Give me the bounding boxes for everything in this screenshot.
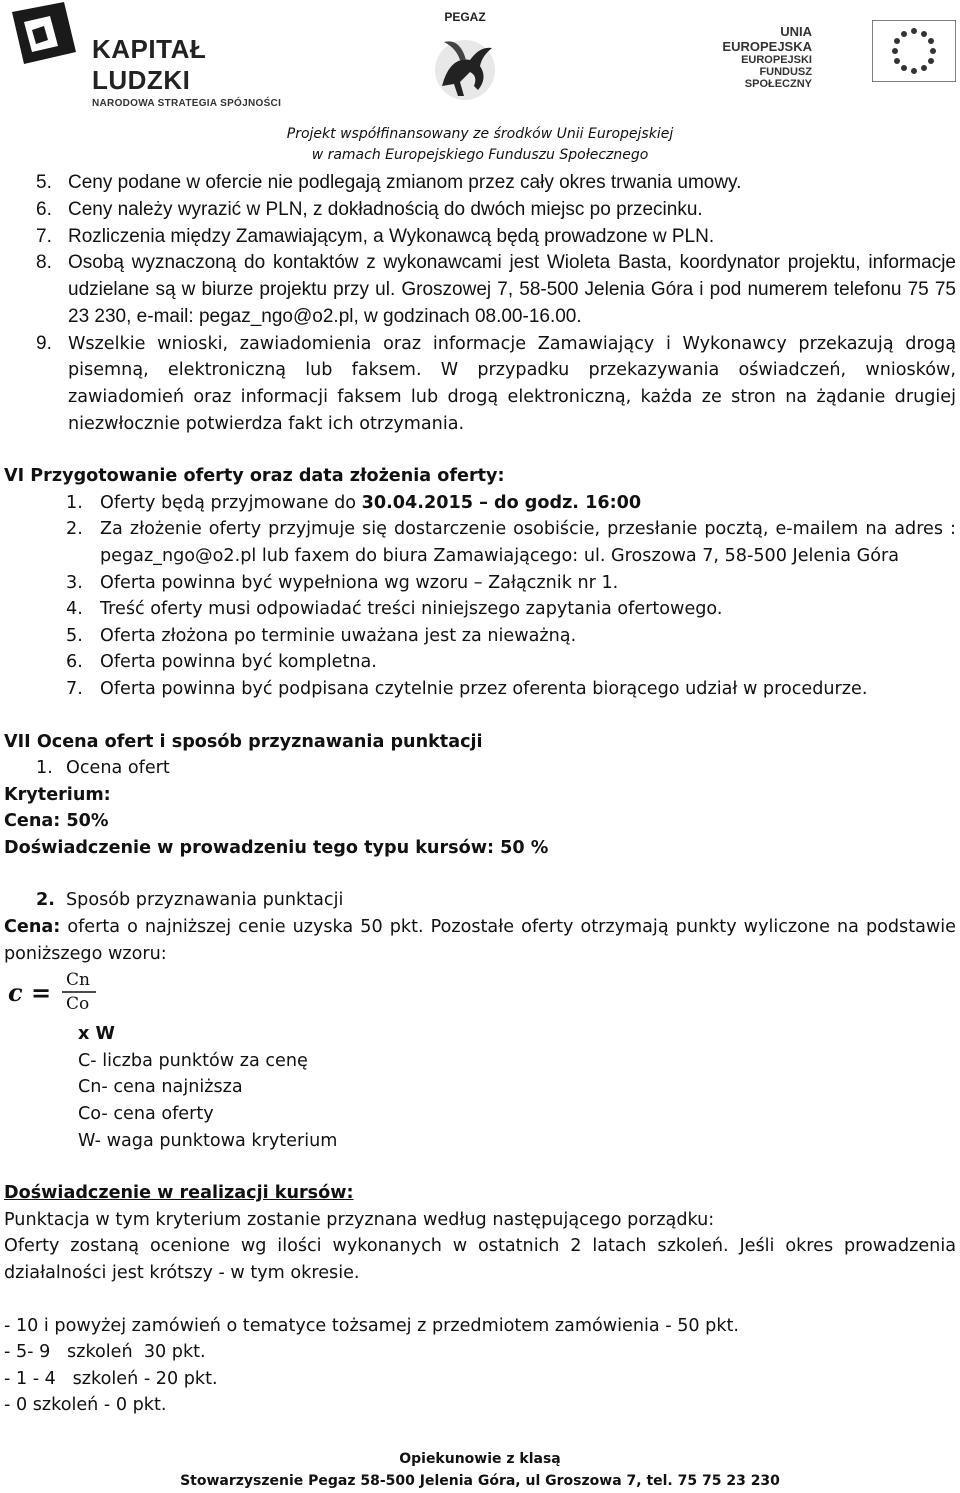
kapital-ludzki-logo (6, 2, 306, 109)
list-number: 7. (66, 678, 83, 699)
list-number: 1. (66, 492, 83, 513)
list-text: Rozliczenia między Zamawiającym, a Wykonawcą będą prowadzone w PLN. (68, 225, 715, 247)
formula-multiplier: x W (78, 1024, 115, 1045)
formula-graphic (4, 967, 114, 1019)
list-item (0, 490, 960, 517)
list-number: 2. (36, 890, 55, 911)
list-number: 7. (36, 225, 52, 247)
formula-denominator: Co (66, 994, 90, 1015)
list-text: Oferta złożona po terminie uważana jest za nieważną. (100, 625, 577, 646)
list-item (0, 570, 960, 597)
list-text: Sposób przyznawania punktacji (66, 890, 344, 911)
list-item (0, 755, 960, 782)
price-rule (0, 914, 960, 967)
pegaz-logo (430, 10, 500, 110)
list-text: Ceny podane w ofercie nie podlegają zmianom przez cały okres trwania umowy. (68, 172, 742, 193)
eu-logo (716, 20, 956, 90)
formula-numerator: Cn (66, 970, 90, 991)
eu-line3: FUNDUSZ SPOŁECZNY (744, 66, 812, 90)
list-text: Treść oferty musi odpowiadać treści niniejszego zapytania ofertowego. (100, 599, 723, 620)
list-number: 6. (66, 652, 83, 673)
price-rule-text: oferta o najniższej cenie uzyska 50 pkt. Pozostałe oferty otrzymają punkty wyliczone na podstawie poniższego wzoru: (4, 917, 956, 964)
price-label: Cena: (4, 917, 61, 938)
section-vii (0, 729, 960, 1155)
points-item: - 1 - 4 szkoleń - 20 pkt. (4, 1368, 218, 1389)
list-text: Wszelkie wnioski, zawiadomienia oraz informacje Zamawiający i Wykonawcy przekazują drogą pisemną, elektroniczną lub faksem. (68, 333, 956, 381)
header-logos (0, 0, 960, 120)
list-item (0, 649, 960, 676)
points-item: - 5- 9 szkoleń 30 pkt. (4, 1342, 206, 1363)
footer-line-1: Opiekunowie z klasą (399, 1451, 561, 1467)
list-text: Oferta powinna być podpisana czytelnie przez oferenta biorącego udział w procedurze. (100, 678, 868, 699)
section-vi (0, 463, 960, 702)
list-number: 2. (66, 519, 83, 540)
project-line-1: Projekt współfinansowany ze środków Unii Europejskiej (286, 126, 674, 142)
legend-item: W- waga punktowa kryterium (78, 1130, 338, 1151)
points-item: - 10 i powyżej zamówień o tematyce tożsamej z przedmiotem zamówienia - 50 pkt. (4, 1315, 740, 1336)
price-formula (0, 967, 960, 1021)
list-text: W przypadku przekazywania oświadczeń, wniosków, zawiadomień oraz informacji faksem lub drogą elektroniczną, każda ze stron na żądanie drugiej niezwłocznie potwierdza fakt ich otrzymania. (68, 360, 956, 434)
experience-line: Punktacja w tym kryterium zostanie przyznana według następującego porządku: (4, 1209, 715, 1230)
kl-title: KAPITAŁ LUDZKI (92, 34, 207, 95)
criterion-heading: Kryterium: (4, 784, 111, 805)
experience-heading: Doświadczenie w realizacji kursów: (4, 1183, 354, 1204)
project-note (0, 124, 960, 166)
deadline: 30.04.2015 – do godz. 16:00 (361, 492, 642, 513)
document-body (0, 170, 960, 1419)
list-item (0, 676, 960, 703)
list-item-9 (0, 331, 960, 437)
criterion-price: Cena: 50% (4, 811, 109, 832)
experience-line: Oferty zostaną ocenione wg ilości wykonanych w ostatnich 2 latach szkoleń. Jeśli okres prowadzenia działalności jest krótszy - w tym okresie. (4, 1236, 956, 1283)
eu-title: UNIA EUROPEJSKA (722, 24, 812, 54)
experience-section (0, 1180, 960, 1419)
footer-line-2: Stowarzyszenie Pegaz 58-500 Jelenia Góra, ul Groszowa 7, tel. 75 75 23 230 (180, 1473, 780, 1489)
list-item (0, 224, 960, 251)
list-text: Za złożenie oferty przyjmuje się dostarczenie osobiście, przesłanie pocztą, e-mailem na adres : pegaz_ngo@o2.pl lub faxem do biura Zamawiającego: ul. Groszowa 7, 58-500 Jelenia Góra (100, 519, 956, 566)
list-text: Osobą wyznaczoną do kontaktów z wykonawcami jest Wioleta Basta, koordynator projektu, informacje udzielane są w biurze projektu przy ul. Groszowej 7, 58-500 Jelenia Góra i pod numerem telefonu 75 75 23 230, e-mail: pegaz_ngo@o2.pl, w godzinach 08.00-16.00. (68, 252, 956, 327)
list-number: 9. (36, 332, 52, 354)
kapital-ludzki-emblem-icon (6, 2, 86, 86)
pegaz-label: PEGAZ (444, 10, 486, 24)
list-item (0, 596, 960, 623)
pegasus-icon (430, 26, 500, 110)
legend-item: C- liczba punktów za cenę (78, 1050, 308, 1071)
list-item (0, 623, 960, 650)
eu-flag-icon (872, 20, 956, 82)
list-number: 5. (66, 625, 83, 646)
list-text: Oferta powinna być kompletna. (100, 652, 377, 673)
list-conditions (0, 170, 960, 331)
formula-c: c = (8, 978, 52, 1008)
page-footer (0, 1448, 960, 1492)
list-text: Ceny należy wyrazić w PLN, z dokładnością do dwóch miejsc po przecinku. (68, 198, 703, 220)
kl-subtitle: NARODOWA STRATEGIA SPÓJNOŚCI (92, 98, 282, 109)
list-item (0, 197, 960, 224)
list-item (0, 516, 960, 569)
list-item (0, 887, 960, 914)
list-text: Oferta powinna być wypełniona wg wzoru – Załącznik nr 1. (100, 572, 619, 593)
section-vi-heading: VI Przygotowanie oferty oraz data złożenia oferty: (4, 466, 505, 487)
list-number: 1. (36, 758, 53, 779)
list-number: 4. (66, 599, 83, 620)
eu-line2: EUROPEJSKI (741, 54, 812, 66)
legend-item: Co- cena oferty (78, 1104, 214, 1125)
list-number: 6. (36, 198, 52, 220)
criterion-experience: Doświadczenie w prowadzeniu tego typu kursów: 50 % (4, 837, 549, 858)
legend-item: Cn- cena najniższa (78, 1077, 243, 1098)
points-item: - 0 szkoleń - 0 pkt. (4, 1395, 167, 1416)
list-number: 8. (36, 252, 52, 274)
list-text: Oferty będą przyjmowane do (100, 492, 362, 513)
section-vii-heading: VII Ocena ofert i sposób przyznawania punktacji (4, 731, 483, 752)
list-text: Ocena ofert (66, 758, 170, 779)
list-item (0, 170, 960, 197)
list-number: 3. (66, 572, 83, 593)
project-line-2: w ramach Europejskiego Funduszu Społecznego (311, 147, 649, 163)
list-item (0, 250, 960, 330)
list-number: 5. (36, 172, 52, 193)
